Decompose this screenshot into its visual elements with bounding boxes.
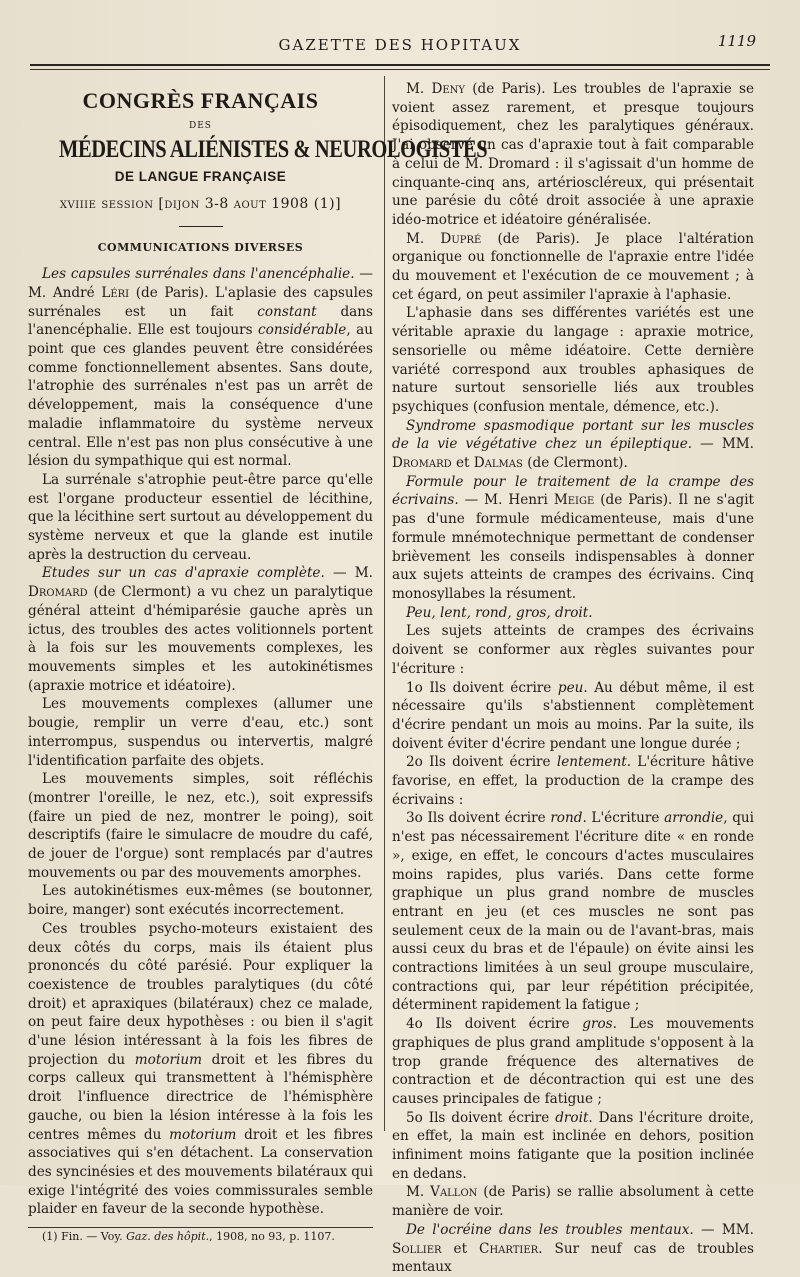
short-divider: [179, 226, 223, 227]
page-number: 1119: [717, 32, 756, 50]
text-run: droit: [555, 1109, 589, 1126]
masthead-line3: MÉDECINS ALIÉNISTES & NEUROLOGISTES: [59, 136, 488, 164]
right-column: [392, 80, 754, 1277]
text-run: considérable: [258, 322, 347, 339]
paragraph: [392, 753, 754, 809]
paragraph: [28, 265, 373, 471]
text-run: rond: [550, 810, 583, 827]
text-run: Etudes sur un cas d'apraxie complète.: [42, 565, 325, 582]
text-run: Dromard: [392, 455, 452, 472]
text-run: peu: [557, 679, 584, 696]
header-rule-thin: [30, 69, 770, 70]
text-run: gros: [582, 1016, 613, 1033]
text-run: 4o Ils doivent écrire: [406, 1016, 583, 1033]
text-run: (de Paris). Il ne s'agit pas d'une formule médicamenteuse, mais d'une formule mnémotechnique permettant de condenser brièvement les conseils indispensables à donner aux sujets atteints de crampes des écrivains. Cinq monosyllabes la résument.: [392, 492, 755, 602]
text-run: Syndrome spasmodique portant sur les muscles de la vie végétative chez un épileptique.: [392, 417, 754, 453]
paragraph: La surrénale s'atrophie peut-être parce qu'elle est l'organe producteur essentiel de lécithine, que la lécithine sert surtout au développement du système nerveux et que la glande est inutile après la destruction du cerveau.: [28, 471, 373, 563]
text-run: droit et les fibres du corps calleux qui transmettent à l'hémisphère droit l'influence directrice de l'hémisphère gauche, ou bien la lésion intéresse à la fois les centres mêmes du: [28, 1051, 373, 1143]
paragraph: Les mouvements complexes (allumer une bougie, remplir un verre d'eau, etc.) sont interrompus, suspendus ou intervertis, malgré l'identification parfaite des objets.: [28, 696, 373, 769]
text-run: — M. André: [28, 266, 373, 301]
text-run: motorium: [134, 1051, 202, 1068]
text-run: (1) Fin. — Voy.: [42, 1230, 127, 1244]
paragraph: L'aphasie dans ses différentes variétés est une véritable apraxie du langage : apraxie motrice, sensorielle ou même idéatoire. Cette dernière variété correspond aux troubles aphasiques de nature surtout sensorielle liés aux troubles psychiques (confusion mentale, démence, etc.).: [392, 305, 754, 415]
paragraph: Les autokinétismes eux-mêmes (se boutonner, boire, manger) sont exécutés incorrectement.: [28, 883, 373, 919]
text-run: motorium: [169, 1126, 237, 1143]
section-heading: COMMUNICATIONS DIVERSES: [97, 240, 304, 254]
text-run: . L'écriture hâtive favorise, en effet, la production de la crampe des écrivains :: [392, 754, 754, 808]
text-run: — M. Henri: [458, 492, 554, 509]
paragraph: [392, 1015, 754, 1109]
text-run: Meige: [553, 492, 595, 509]
text-run: Deny: [431, 81, 466, 97]
text-run: Les capsules surrénales dans l'anencéphalie.: [42, 266, 355, 283]
text-run: constant: [257, 303, 317, 320]
text-run: — M.: [324, 565, 373, 582]
text-run: Dromard: [28, 584, 88, 601]
running-header: [30, 32, 770, 58]
text-run: et: [451, 455, 474, 472]
text-run: (de Paris). L'aplasie des capsules surrénales est un fait: [28, 284, 374, 320]
text-run: , qui n'est pas nécessairement l'écriture dite « en ronde », exige, en effet, le concours d'actes musculaires moins rapides, plus variés. Dans cette forme graphique un plus grand nombre de muscles entrant en jeu (et ces muscles ne sont pas seulement ceux de la main ou de l'avant-bras, mais aussi ceux du bras et de l'épaule) on évite ainsi les contractions limitées à un seul groupe musculaire, contractions qui, par leur répétition précipitée, déterminent rapidement la fatigue ;: [392, 810, 754, 1014]
left-body: [28, 265, 373, 1219]
paragraph: [28, 920, 373, 1219]
paragraph: [392, 1109, 754, 1184]
header-rule: [30, 64, 770, 66]
text-run: (de Clermont) a vu chez un paralytique général atteint d'hémiparésie gauche après un ictus, des troubles des actes volitionnels portent à la fois sur les mouvements complexes, les mouvements simples et les autokinétismes (apraxie motrice et idéatoire).: [28, 584, 373, 694]
paragraph: [392, 809, 754, 1015]
masthead-line4: DE LANGUE FRANÇAISE: [114, 169, 287, 185]
masthead-line2: DES: [189, 120, 212, 131]
paragraph: Les sujets atteints de crampes des écrivains doivent se conformer aux règles suivantes pour l'écriture :: [392, 623, 754, 677]
text-run: (de Paris). Les troubles de l'apraxie se voient assez rarement, et presque toujours épisodiquement, chez les paralytiques généraux. J'ai observé un cas d'apraxie tout à fait comparable à celui de M. Dromard : il s'agissait d'un homme de cinquante-cinq ans, artérioscléreux, qui présentait une parésie du côté droit associée à une apraxie idéo-motrice et idéatoire généralisée.: [392, 81, 755, 228]
paragraph: [392, 679, 754, 754]
paragraph: [392, 230, 754, 305]
paragraph: [392, 604, 754, 623]
column-divider: [384, 76, 385, 1131]
text-run: De l'ocréine dans les troubles mentaux.: [406, 1221, 694, 1238]
text-run: Vallon: [430, 1184, 478, 1201]
text-run: Gaz. des hôpit.: [126, 1230, 210, 1244]
text-run: arrondie: [664, 810, 724, 827]
text-run: — MM.: [693, 1221, 754, 1238]
text-run: M.: [406, 1184, 431, 1201]
text-run: et: [441, 1240, 480, 1257]
text-run: 1o Ils doivent écrire: [406, 679, 558, 696]
session-line: xviiie session [dijon 3-8 aout 1908 (1)]: [59, 195, 342, 212]
text-run: . Les mouvements graphiques de plus grand amplitude s'opposent à la trop grande fréquence des alternatives de contraction et de décontraction qui est une des causes principales de fatigue ;: [392, 1016, 754, 1107]
text-run: M.: [406, 230, 441, 247]
text-run: . Sur neuf cas de troubles mentaux: [392, 1240, 754, 1276]
journal-title: GAZETTE DES HOPITAUX: [278, 36, 522, 54]
text-run: Dalmas: [473, 455, 523, 472]
text-run: . L'écriture: [582, 810, 665, 827]
masthead-line1: CONGRÈS FRANÇAIS: [82, 88, 319, 113]
paragraph: [392, 473, 754, 604]
text-run: Chartier: [479, 1240, 539, 1257]
paragraph: [392, 1221, 754, 1277]
text-run: , 1908, no 93, p. 1107.: [209, 1230, 335, 1244]
paragraph: [392, 80, 754, 230]
text-run: Ces troubles psycho-moteurs existaient des deux côtés du corps, mais ils étaient plus prononcés du côté parésié. Pour expliquer la coexistence de troubles paralytiques (du côté droit) et apraxiques (bilatéraux) chez ce malade, on peut faire deux hypothèses : ou bien il s'agit d'une lésion intéressant à la fois les fibres de projection du: [28, 920, 373, 1068]
text-run: (de Paris). Je place l'altération organique ou fonctionnelle de l'apraxie entre l'idée du mouvement et l'exécution de ce mouvement ; à cet égard, on peut assimiler l'apraxie à l'aphasie.: [392, 230, 755, 303]
text-run: Formule pour le traitement de la crampe des écrivains.: [392, 473, 754, 509]
text-run: (de Paris) se rallie absolument à cette manière de voir.: [392, 1184, 755, 1220]
text-run: 2o Ils doivent écrire: [406, 754, 557, 771]
text-run: (de Clermont).: [522, 455, 628, 472]
text-run: , au point que ces glandes peuvent être considérées comme fonctionnellement absentes. Sans doute, l'atrophie des surrénales n'est pas un arrêt de développement, mais la conséquence d'une maladie inflammatoire du système nerveux central. Elle n'est pas non plus consécutive à une lésion du sympathique qui est normal.: [28, 322, 373, 470]
text-run: . Au début même, il est nécessaire qu'ils s'abstiennent complètement d'écrire pendant un mois au moins. Par la suite, ils doivent éviter d'écrire pendant une longue durée ;: [392, 679, 754, 752]
text-run: Léri: [101, 284, 130, 301]
paragraph: Les mouvements simples, soit réfléchis (montrer l'oreille, le nez, etc.), soit expressifs (faire un pied de nez, montrer le poing), soit descriptifs (faire le simulacre de moudre du café, de jouer de l'orgue) sont remplacés par d'autres mouvements ou par des mouvements amorphes.: [28, 771, 373, 881]
text-run: 5o Ils doivent écrire: [406, 1109, 556, 1126]
text-run: — MM.: [692, 436, 754, 453]
text-run: lentement: [556, 754, 627, 771]
text-run: . Dans l'écriture droite, en effet, la main est inclinée en dehors, position infiniment moins fatigante que la position inclinée en dedans.: [392, 1109, 754, 1182]
text-run: 3o Ils doivent écrire: [406, 810, 551, 827]
text-run: Peu, lent, rond, gros, droit.: [406, 604, 593, 621]
text-run: Sollier: [392, 1240, 442, 1257]
footnote: [28, 1228, 373, 1247]
paragraph: [392, 417, 754, 473]
text-run: Dupré: [440, 230, 482, 247]
text-run: dans l'anencéphalie. Elle est toujours: [28, 303, 373, 339]
paragraph: [392, 1183, 754, 1220]
paragraph: [28, 564, 373, 695]
text-run: droit et les fibres associatives qui s'en détachent. La conservation des syncinésies et des mouvements bilatéraux qui exige l'intégrité des voies commissurales semble plaider en faveur de la seconde hypothèse.: [28, 1126, 373, 1218]
right-body: [392, 80, 754, 1277]
text-run: M.: [406, 81, 432, 97]
